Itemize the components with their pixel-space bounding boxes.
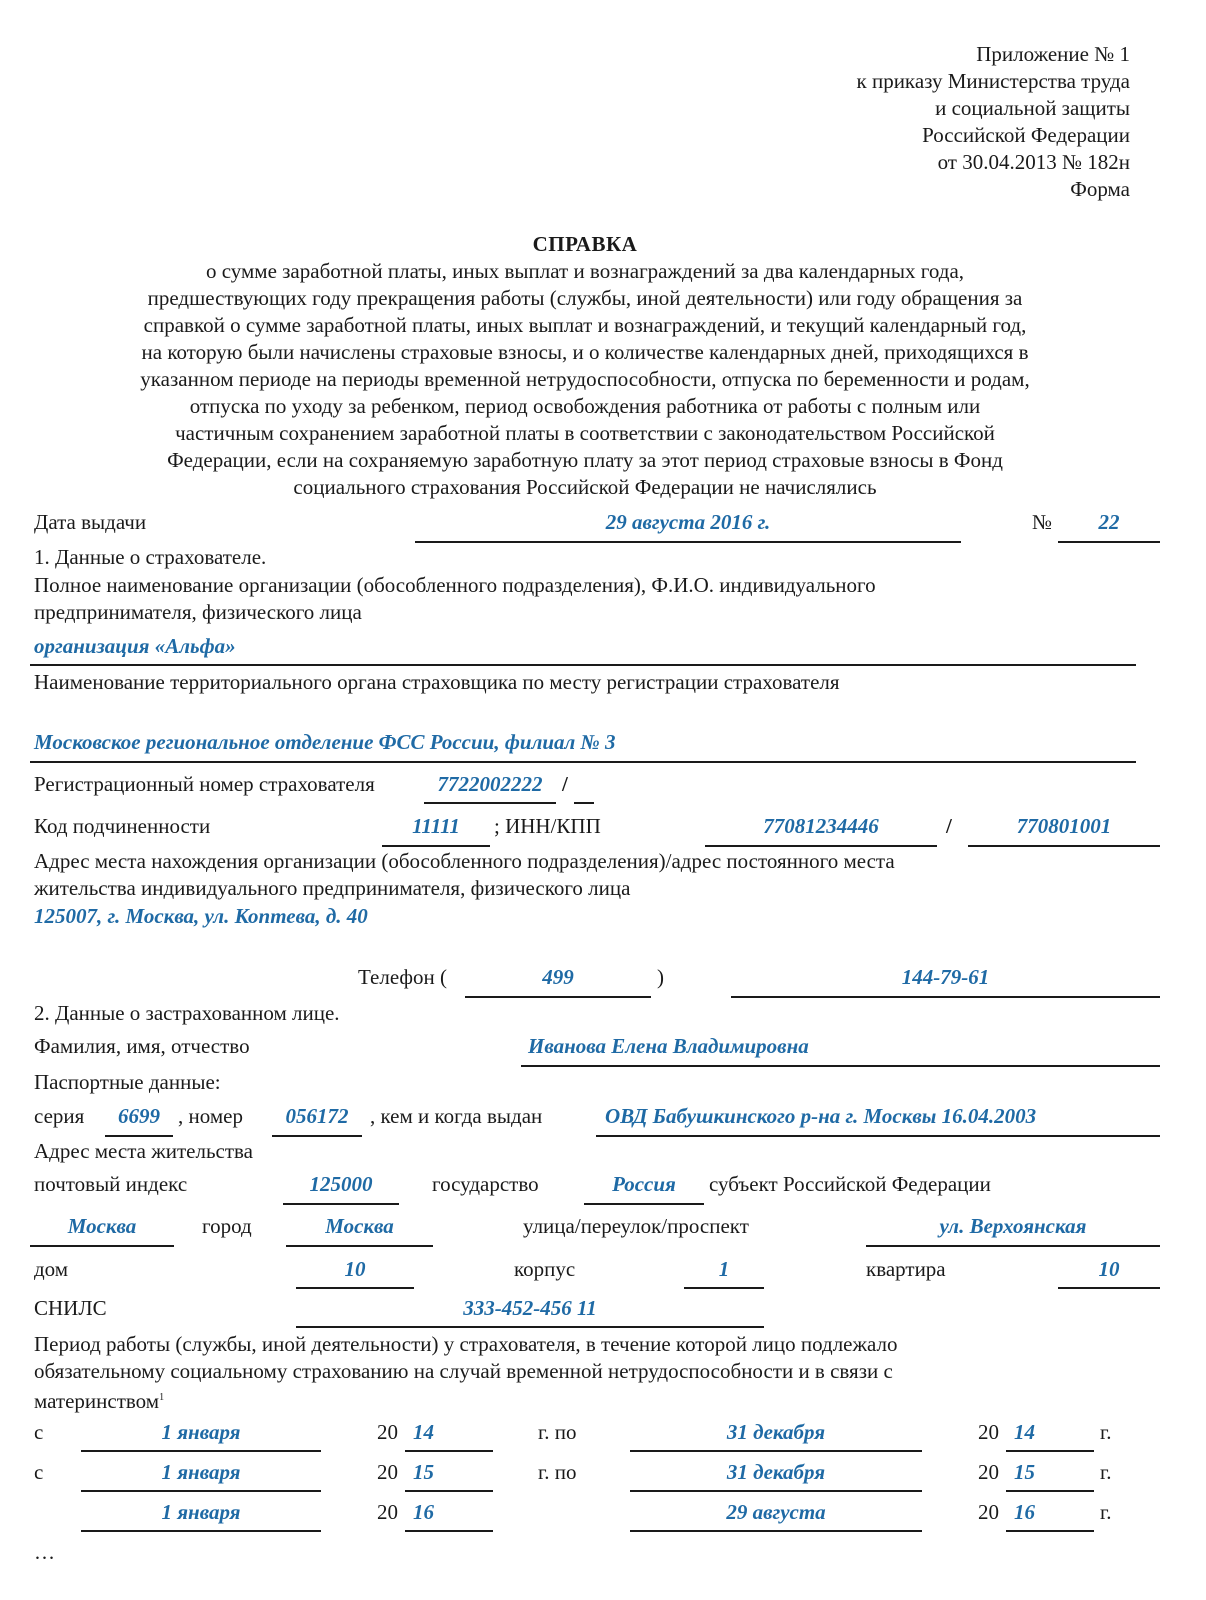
period-to-date[interactable]: 31 декабря	[726, 1420, 826, 1444]
reg-number-separator: /	[562, 772, 568, 796]
kpp-field[interactable]: 770801001	[1016, 814, 1112, 838]
header-ministry: и социальной защиты	[935, 96, 1130, 120]
phone-label: Телефон (	[358, 965, 447, 989]
period-from-prefix: с	[34, 1420, 44, 1444]
header-country: Российской Федерации	[922, 123, 1130, 147]
period-label-text: материнством	[34, 1389, 160, 1413]
period-to-year[interactable]: 14	[1014, 1420, 1035, 1444]
period-year-suffix: г.	[1100, 1460, 1112, 1484]
subtitle-line: социального страхования Российской Федерации не начислялись	[293, 475, 877, 499]
period-from-underline	[81, 1490, 321, 1492]
passport-issued-label: , кем и когда выдан	[370, 1104, 543, 1128]
country-label: государство	[432, 1172, 539, 1196]
footnote-mark: 1	[159, 1392, 165, 1403]
period-to-date[interactable]: 29 августа	[726, 1500, 826, 1524]
issue-date-field[interactable]: 29 августа 2016 г.	[605, 510, 771, 534]
period-to-underline	[630, 1450, 922, 1452]
passport-series-underline	[105, 1135, 173, 1137]
period-to-year-underline	[1006, 1490, 1094, 1492]
house-field[interactable]: 10	[344, 1257, 366, 1281]
fio-field[interactable]: Иванова Елена Владимировна	[528, 1034, 809, 1058]
inn-field[interactable]: 77081234446	[763, 814, 879, 838]
address-field[interactable]: 125007, г. Москва, ул. Коптева, д. 40	[34, 904, 368, 928]
period-year-suffix: г.	[1100, 1500, 1112, 1524]
period-from-year[interactable]: 16	[413, 1500, 434, 1524]
period-from-date[interactable]: 1 января	[161, 1500, 241, 1524]
subtitle-line: указанном периоде на периоды временной нетрудоспособности, отпуска по беременности и родам,	[140, 367, 1030, 391]
period-year-suffix: г.	[1100, 1420, 1112, 1444]
period-to-century: 20	[978, 1420, 999, 1444]
period-to-century: 20	[978, 1500, 999, 1524]
apartment-label: квартира	[866, 1257, 946, 1281]
zip-field[interactable]: 125000	[309, 1172, 373, 1196]
period-label-cont: обязательному социальному страхованию на случай временной нетрудоспособности и в связи с	[34, 1359, 893, 1383]
street-field[interactable]: ул. Верхоянская	[939, 1214, 1087, 1238]
period-to-year-underline	[1006, 1530, 1094, 1532]
header-order: к приказу Министерства труда	[856, 69, 1130, 93]
period-to-year[interactable]: 16	[1014, 1500, 1035, 1524]
country-field[interactable]: Россия	[612, 1172, 676, 1196]
reg-number-underline	[424, 802, 556, 804]
issue-date-label: Дата выдачи	[34, 510, 147, 534]
period-label-end	[34, 1386, 164, 1413]
building-underline	[684, 1287, 764, 1289]
address-label: Адрес места нахождения организации (обособленного подразделения)/адрес постоянного места	[34, 849, 895, 873]
city-label: город	[202, 1214, 252, 1238]
snils-field[interactable]: 333-452-456 11	[463, 1296, 597, 1320]
subject-label: субъект Российской Федерации	[709, 1172, 991, 1196]
period-to-label: г. по	[538, 1420, 577, 1444]
period-from-date[interactable]: 1 января	[161, 1460, 241, 1484]
street-underline	[866, 1245, 1160, 1247]
org-name-label: Полное наименование организации (обособленного подразделения), Ф.И.О. индивидуального	[34, 573, 876, 597]
fio-label: Фамилия, имя, отчество	[34, 1034, 250, 1058]
period-from-year-underline	[405, 1450, 493, 1452]
subtitle-line: предшествующих году прекращения работы (службы, иной деятельности) или году обращения за	[147, 286, 1023, 310]
snils-underline	[296, 1326, 764, 1328]
subtitle-line: частичным сохранением заработной платы в соответствии с законодательством Российской	[175, 421, 995, 445]
street-label: улица/переулок/проспект	[523, 1214, 749, 1238]
period-from-date[interactable]: 1 января	[161, 1420, 241, 1444]
issue-date-underline	[415, 541, 961, 543]
inn-kpp-separator: /	[946, 814, 952, 838]
subtitle-line: о сумме заработной платы, иных выплат и вознаграждений за два календарных года,	[205, 259, 965, 283]
period-to-year-underline	[1006, 1450, 1094, 1452]
passport-label: Паспортные данные:	[34, 1070, 221, 1094]
apartment-field[interactable]: 10	[1098, 1257, 1120, 1281]
period-to-label: г. по	[538, 1460, 577, 1484]
kpp-underline	[968, 845, 1160, 847]
building-label: корпус	[514, 1257, 576, 1281]
subordination-underline	[382, 845, 490, 847]
inn-kpp-label: ; ИНН/КПП	[494, 814, 601, 838]
inn-underline	[705, 845, 937, 847]
subtitle-line: справкой о сумме заработной платы, иных выплат и вознаграждений, и текущий календарный год,	[143, 313, 1027, 337]
passport-series-label: серия	[34, 1104, 85, 1128]
passport-number-label: , номер	[178, 1104, 243, 1128]
city-field[interactable]: Москва	[325, 1214, 394, 1238]
subject-underline	[30, 1245, 174, 1247]
passport-series-field[interactable]: 6699	[118, 1104, 160, 1128]
period-to-year[interactable]: 15	[1014, 1460, 1035, 1484]
period-from-prefix: с	[34, 1460, 44, 1484]
snils-label: СНИЛС	[34, 1296, 107, 1320]
issue-number-field[interactable]: 22	[1098, 510, 1120, 534]
territorial-body-label: Наименование территориального органа страховщика по месту регистрации страхователя	[34, 670, 840, 694]
period-from-century: 20	[377, 1420, 398, 1444]
zip-label: почтовый индекс	[34, 1172, 188, 1196]
subtitle-line: Федерации, если на сохраняемую заработную плату за этот период страховые взносы в Фонд	[167, 448, 1003, 472]
passport-number-field[interactable]: 056172	[285, 1104, 349, 1128]
apartment-underline	[1058, 1287, 1160, 1289]
header-date: от 30.04.2013 № 182н	[937, 150, 1130, 174]
residence-label: Адрес места жительства	[34, 1139, 253, 1163]
city-underline	[286, 1245, 433, 1247]
period-from-year[interactable]: 15	[413, 1460, 434, 1484]
subordination-label: Код подчиненности	[34, 814, 211, 838]
period-to-underline	[630, 1490, 922, 1492]
period-from-century: 20	[377, 1460, 398, 1484]
subject-field[interactable]: Москва	[67, 1214, 137, 1238]
passport-number-underline	[272, 1135, 362, 1137]
phone-number-underline	[731, 996, 1160, 998]
period-to-underline	[630, 1530, 922, 1532]
issue-number-underline	[1058, 541, 1160, 543]
house-underline	[296, 1287, 414, 1289]
issue-number-label: №	[1032, 510, 1053, 534]
period-to-date[interactable]: 31 декабря	[726, 1460, 826, 1484]
period-to-century: 20	[978, 1460, 999, 1484]
passport-issued-underline	[596, 1135, 1160, 1137]
reg-number-label: Регистрационный номер страхователя	[34, 772, 375, 796]
subtitle-line: на которую были начислены страховые взносы, и о количестве календарных дней, приходящихся в	[141, 340, 1029, 364]
org-name-label-cont: предпринимателя, физического лица	[34, 600, 362, 624]
zip-underline	[283, 1203, 399, 1205]
header-appendix: Приложение № 1	[976, 42, 1130, 66]
org-name-field[interactable]: организация «Альфа»	[34, 634, 236, 658]
period-from-year-underline	[405, 1490, 493, 1492]
reg-number-field[interactable]: 7722002222	[437, 772, 543, 796]
house-label: дом	[34, 1257, 69, 1281]
org-name-underline	[30, 664, 1136, 666]
phone-code-field[interactable]: 499	[542, 965, 574, 989]
period-from-century: 20	[377, 1500, 398, 1524]
country-underline	[584, 1203, 704, 1205]
document-title: СПРАВКА	[532, 232, 638, 256]
phone-number-field[interactable]: 144-79-61	[901, 965, 990, 989]
building-field[interactable]: 1	[718, 1257, 730, 1281]
territorial-body-underline	[30, 761, 1136, 763]
period-label: Период работы (службы, иной деятельности) у страхователя, в течение которой лицо подлежало	[34, 1332, 898, 1356]
section2-heading: 2. Данные о застрахованном лице.	[34, 1001, 340, 1025]
period-from-underline	[81, 1530, 321, 1532]
section1-heading: 1. Данные о страхователе.	[34, 545, 267, 569]
address-label-cont: жительства индивидуального предпринимателя, физического лица	[34, 876, 631, 900]
passport-issued-field[interactable]: ОВД Бабушкинского р-на г. Москвы 16.04.2003	[605, 1104, 1037, 1128]
period-from-year[interactable]: 14	[413, 1420, 434, 1444]
phone-code-underline	[465, 996, 651, 998]
territorial-body-field[interactable]: Московское региональное отделение ФСС России, филиал № 3	[34, 730, 616, 754]
subordination-field[interactable]: 11111	[412, 814, 460, 838]
reg-number-extra-underline	[574, 802, 594, 804]
header-form: Форма	[1070, 177, 1130, 201]
continuation-ellipsis: …	[34, 1540, 55, 1564]
period-from-underline	[81, 1450, 321, 1452]
fio-underline	[521, 1065, 1160, 1067]
phone-close-paren: )	[657, 965, 664, 989]
period-from-year-underline	[405, 1530, 493, 1532]
subtitle-line: отпуска по уходу за ребенком, период освобождения работника от работы с полным или	[189, 394, 981, 418]
